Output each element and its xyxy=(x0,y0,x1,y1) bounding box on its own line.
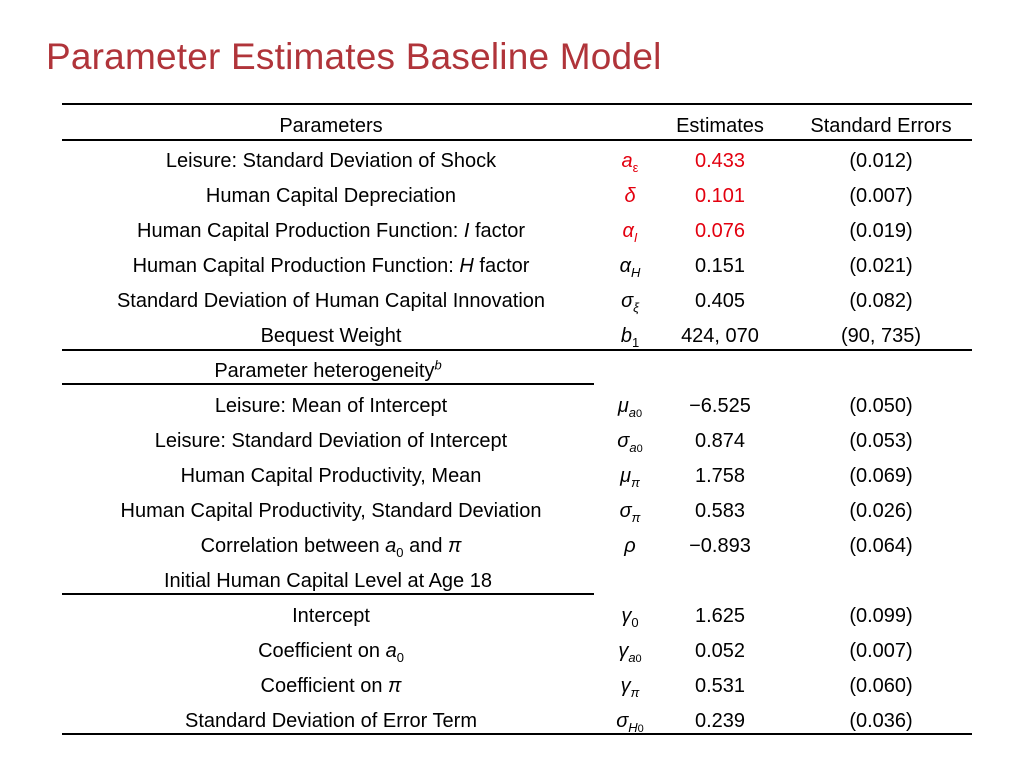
row-standard-error: (90, 735) xyxy=(840,325,922,347)
column-header-standard-errors: Standard Errors xyxy=(810,115,952,137)
table-row xyxy=(62,389,972,424)
row-symbol: $\sigma_\pi$ xyxy=(619,500,641,525)
row-label: Human Capital Production Function: I factor xyxy=(137,220,525,242)
row-label: Human Capital Depreciation xyxy=(205,185,457,207)
table-header xyxy=(62,109,972,144)
row-symbol: $\mu_\pi$ xyxy=(620,465,640,490)
row-symbol: $\alpha_I$ xyxy=(622,220,638,245)
row-symbol: $\gamma_\pi$ xyxy=(620,675,640,700)
row-label: Intercept xyxy=(292,605,370,627)
row-label: Bequest Weight xyxy=(260,325,402,347)
row-label: Standard Deviation of Error Term xyxy=(185,710,477,732)
table-row xyxy=(62,284,972,319)
row-symbol: $\mu_{a0}$ xyxy=(617,395,643,420)
row-label: Leisure: Mean of Intercept xyxy=(214,395,448,417)
row-symbol: ρ xyxy=(624,535,636,557)
table-row xyxy=(62,424,972,459)
row-standard-error: (0.064) xyxy=(849,535,913,557)
row-standard-error: (0.036) xyxy=(849,710,913,732)
row-standard-error: (0.099) xyxy=(849,605,913,627)
row-symbol: $\sigma_{H0}$ xyxy=(616,710,644,735)
row-standard-error: (0.026) xyxy=(849,500,913,522)
row-label: Standard Deviation of Human Capital Innovation xyxy=(116,290,546,312)
row-estimate: 0.531 xyxy=(694,675,746,697)
table-row xyxy=(62,214,972,249)
row-label: Coefficient on $a_0$ xyxy=(258,640,404,665)
section-heading-label: Initial Human Capital Level at Age 18 xyxy=(164,570,492,592)
section-heading-label: Parameter heterogeneity$^b$ xyxy=(214,357,442,382)
row-standard-error: (0.060) xyxy=(849,675,913,697)
row-standard-error: (0.007) xyxy=(849,640,913,662)
row-standard-error: (0.021) xyxy=(849,255,913,277)
row-estimate: 424, 070 xyxy=(681,325,759,347)
row-estimate: 0.101 xyxy=(694,185,746,207)
table-row xyxy=(62,669,972,704)
row-label: Human Capital Productivity, Standard Deviation xyxy=(120,500,542,522)
table-row xyxy=(62,634,972,669)
row-estimate: 0.583 xyxy=(694,500,746,522)
row-symbol: $\sigma_{a0}$ xyxy=(617,430,643,455)
column-header-parameters: Parameters xyxy=(279,115,383,137)
table-top-rule xyxy=(62,103,972,105)
column-header-estimates: Estimates xyxy=(676,115,764,137)
row-standard-error: (0.012) xyxy=(849,150,913,172)
row-symbol: $\alpha_H$ xyxy=(619,255,641,280)
row-estimate: −6.525 xyxy=(689,395,751,417)
row-estimate: 0.874 xyxy=(694,430,746,452)
table-row xyxy=(62,529,972,564)
row-symbol: $\gamma_0$ xyxy=(621,605,639,630)
row-symbol: $\sigma_\xi$ xyxy=(621,290,639,315)
row-estimate: −0.893 xyxy=(689,535,751,557)
table-row xyxy=(62,144,972,179)
row-symbol: $a_\varepsilon$ xyxy=(621,150,639,175)
section-heading xyxy=(62,564,972,599)
section-heading xyxy=(62,354,972,389)
row-estimate: 0.405 xyxy=(694,290,746,312)
table-row xyxy=(62,599,972,634)
row-estimate: 1.758 xyxy=(694,465,746,487)
row-symbol: δ xyxy=(624,185,636,207)
row-standard-error: (0.069) xyxy=(849,465,913,487)
page-title: Parameter Estimates Baseline Model xyxy=(46,36,662,77)
row-standard-error: (0.019) xyxy=(849,220,913,242)
row-estimate: 0.433 xyxy=(694,150,746,172)
table-row xyxy=(62,249,972,284)
row-standard-error: (0.082) xyxy=(849,290,913,312)
table-row xyxy=(62,319,972,354)
row-label: Leisure: Standard Deviation of Shock xyxy=(165,150,497,172)
table-row xyxy=(62,704,972,739)
row-estimate: 0.052 xyxy=(694,640,746,662)
row-symbol: $b_1$ xyxy=(620,325,640,350)
row-label: Leisure: Standard Deviation of Intercept xyxy=(154,430,508,452)
row-standard-error: (0.050) xyxy=(849,395,913,417)
row-estimate: 1.625 xyxy=(694,605,746,627)
row-symbol: $\gamma_{a0}$ xyxy=(618,640,642,665)
row-label: Human Capital Productivity, Mean xyxy=(180,465,482,487)
table-row xyxy=(62,459,972,494)
table-row xyxy=(62,179,972,214)
row-estimate: 0.239 xyxy=(694,710,746,732)
table-row xyxy=(62,494,972,529)
row-label: Correlation between $a_0$ and π xyxy=(200,535,462,560)
row-label: Human Capital Production Function: H factor xyxy=(132,255,530,277)
row-standard-error: (0.007) xyxy=(849,185,913,207)
row-standard-error: (0.053) xyxy=(849,430,913,452)
row-estimate: 0.151 xyxy=(694,255,746,277)
row-estimate: 0.076 xyxy=(694,220,746,242)
row-label: Coefficient on π xyxy=(260,675,402,697)
